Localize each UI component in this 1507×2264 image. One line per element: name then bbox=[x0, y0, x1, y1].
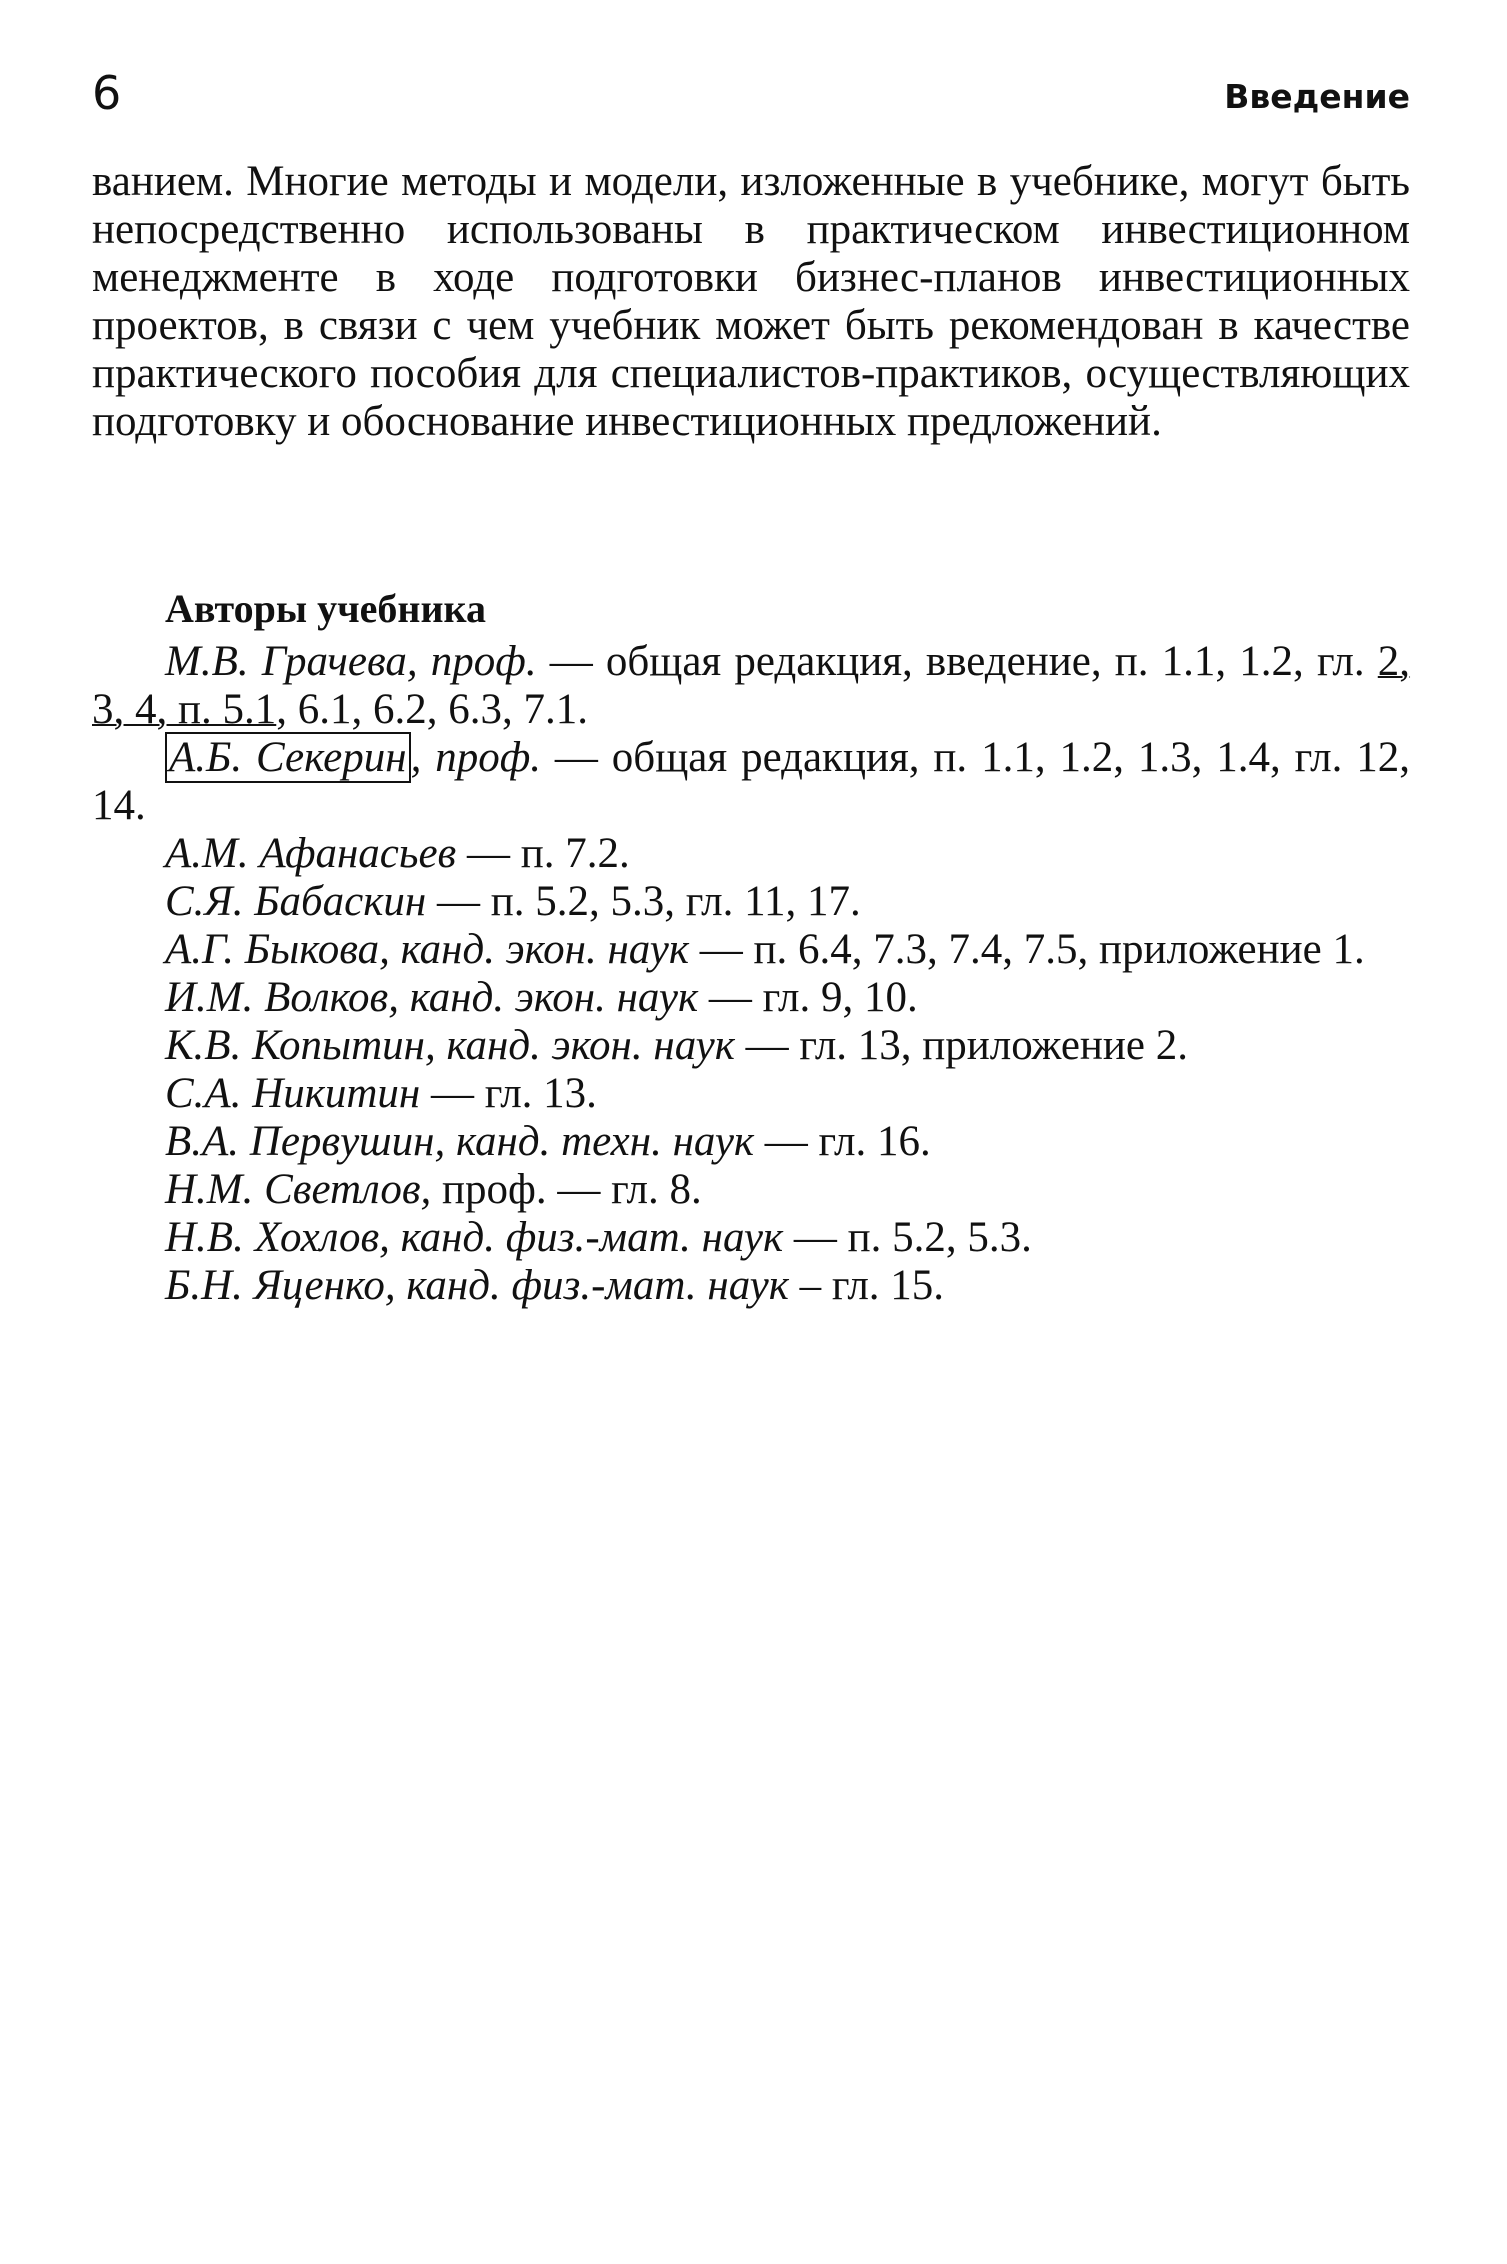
author-entry-yatsenko bbox=[92, 1262, 1410, 1310]
author-role: — п. 7.2. bbox=[456, 830, 630, 877]
author-entry-khokhlov bbox=[92, 1214, 1410, 1262]
author-entry-babaskin bbox=[92, 878, 1410, 926]
author-role: — общая редакция, введение, п. 1.1, 1.2, гл. bbox=[536, 638, 1378, 685]
author-entry-nikitin bbox=[92, 1070, 1410, 1118]
authors-list bbox=[92, 638, 1410, 1310]
authors-heading: Авторы учебника bbox=[165, 586, 486, 631]
author-name: Б.Н. Яценко, канд. физ.-мат. наук bbox=[165, 1262, 789, 1309]
author-name: М.В. Грачева, проф. bbox=[165, 638, 537, 685]
author-name: Н.В. Хохлов, канд. физ.-мат. наук bbox=[165, 1214, 784, 1261]
author-entry-volkov bbox=[92, 974, 1410, 1022]
author-entry-afanasyev bbox=[92, 830, 1410, 878]
author-role: проф. — гл. 8. bbox=[431, 1166, 702, 1213]
author-name: А.Г. Быкова, канд. экон. наук bbox=[165, 926, 689, 973]
author-entry-sekerin bbox=[92, 734, 1410, 830]
author-entry-svetlov bbox=[92, 1166, 1410, 1214]
author-role: , 6.1, 6.2, 6.3, 7.1. bbox=[276, 686, 589, 733]
author-entry-kopytin bbox=[92, 1022, 1410, 1070]
author-role: — п. 6.4, 7.3, 7.4, 7.5, приложение 1. bbox=[688, 926, 1365, 973]
author-name: С.А. Никитин bbox=[165, 1070, 421, 1117]
author-name: К.В. Копытин, канд. экон. наук bbox=[165, 1022, 735, 1069]
author-name: С.Я. Бабаскин bbox=[165, 878, 427, 925]
author-role-underlined: 2, 3, 4, п. 5.1 bbox=[92, 638, 1411, 733]
author-name: Н.М. Светлов, bbox=[165, 1166, 432, 1213]
author-role: – гл. 15. bbox=[788, 1262, 945, 1309]
author-role: — гл. 13, приложение 2. bbox=[734, 1022, 1189, 1069]
author-name-title: , проф. bbox=[410, 734, 541, 781]
author-name: И.М. Волков, канд. экон. наук bbox=[165, 974, 699, 1021]
running-head: Введение bbox=[1224, 77, 1410, 116]
author-entry-bykova bbox=[92, 926, 1410, 974]
page-number: 6 bbox=[92, 66, 122, 120]
author-name: А.М. Афанасьев bbox=[165, 830, 457, 877]
author-name-boxed: А.Б. Секерин bbox=[165, 732, 411, 783]
author-entry-pervushin bbox=[92, 1118, 1410, 1166]
author-role: — общая редакция, п. 1.1, 1.2, 1.3, 1.4, гл. 12, 14. bbox=[92, 734, 1410, 829]
author-role: — п. 5.2, 5.3, гл. 11, 17. bbox=[426, 878, 861, 925]
author-name: В.А. Первушин, канд. техн. наук bbox=[165, 1118, 755, 1165]
author-entry-gracheva bbox=[92, 638, 1410, 734]
author-role: — гл. 16. bbox=[754, 1118, 931, 1165]
author-role: — гл. 9, 10. bbox=[698, 974, 918, 1021]
author-role: — п. 5.2, 5.3. bbox=[783, 1214, 1032, 1261]
author-role: — гл. 13. bbox=[420, 1070, 597, 1117]
intro-paragraph: ванием. Многие методы и модели, изложенные в учебнике, могут быть непосредственно использованы в практическом инвестиционном менеджменте в ходе подготовки бизнес-планов инвестиционных проектов, в связи с чем учебник может быть рекомендован в качестве практического пособия для специалистов-практиков, осуществляющих подготовку и обоснование инвестиционных предложений. bbox=[92, 158, 1410, 445]
